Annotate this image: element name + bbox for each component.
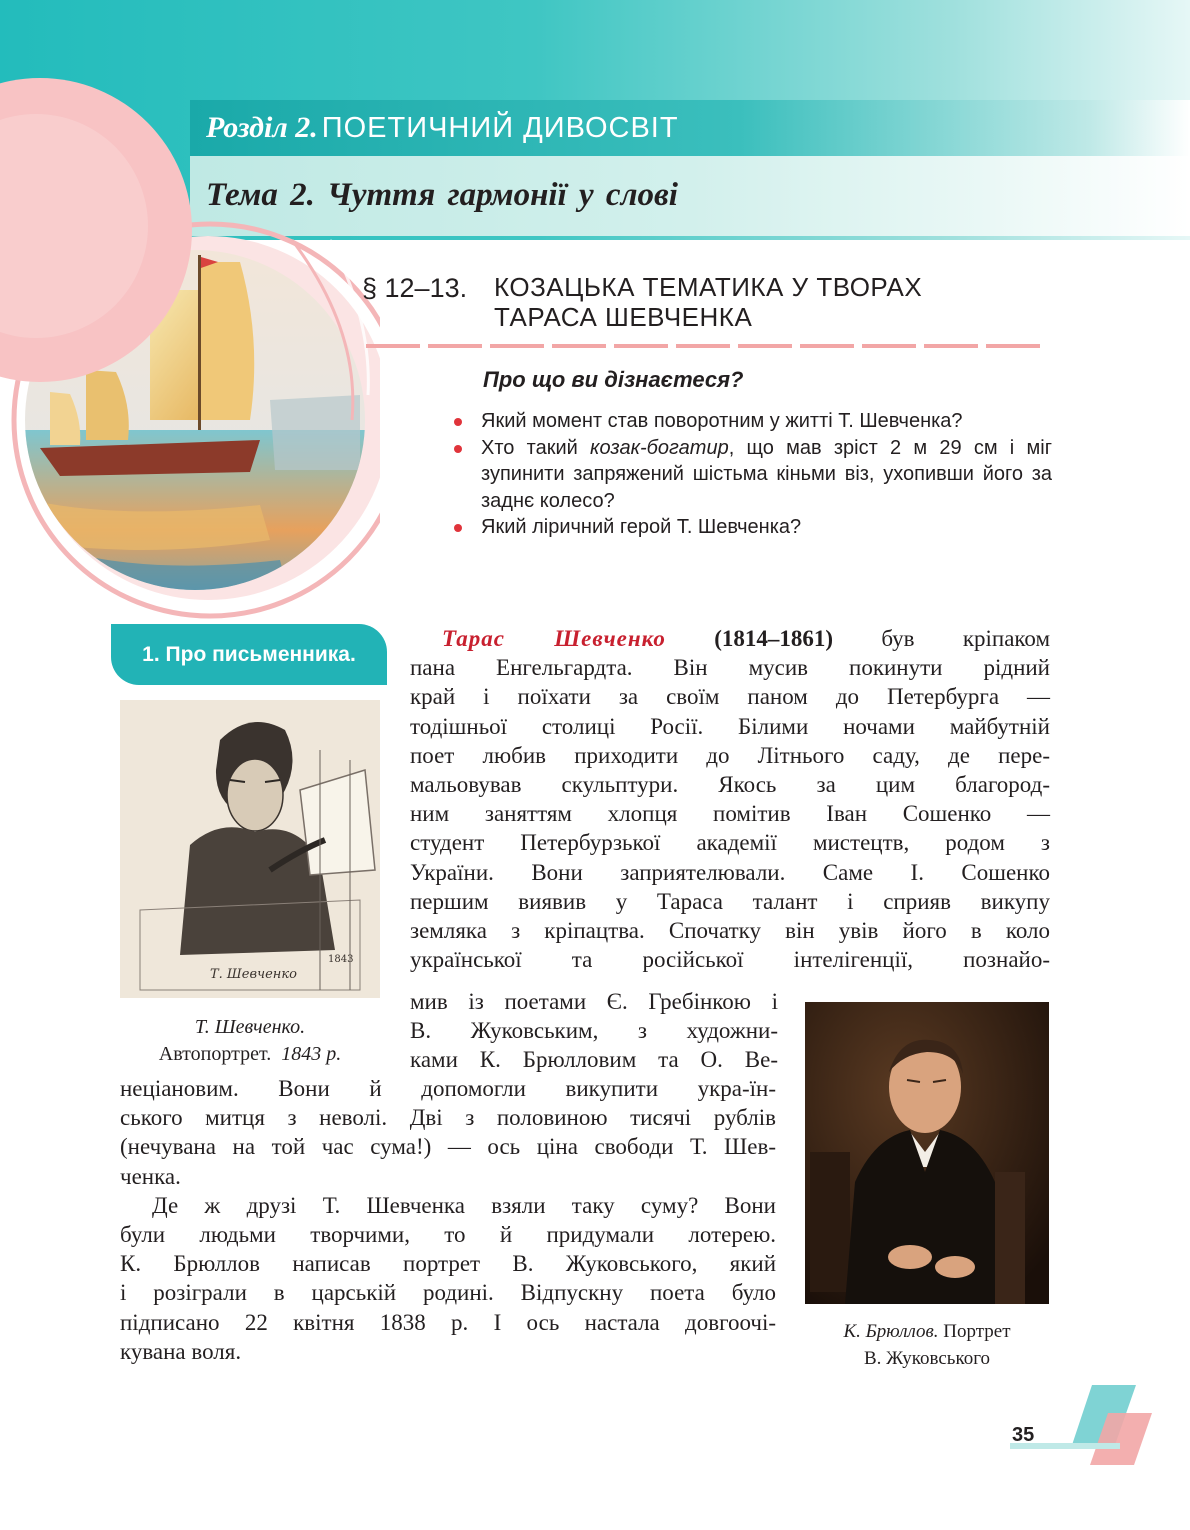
text-line: ним заняттям хлопця помітив Іван Сошенко — bbox=[410, 801, 1050, 827]
section-name: ПОЕТИЧНИЙ ДИВОСВІТ bbox=[321, 112, 679, 144]
body-text-lower bbox=[120, 1074, 776, 1366]
list-item-italic: козак-богатир bbox=[590, 436, 729, 459]
text-line: ками К. Брюлловим та О. Ве- bbox=[410, 1047, 778, 1073]
text-line: української та російської інтелігенції, познайо- bbox=[410, 947, 1050, 973]
text-line: мальовував скульптури. Якось за цим благород- bbox=[410, 771, 1050, 797]
text-line: земляка з кріпацтва. Спочатку він увів його в коло bbox=[410, 917, 1050, 943]
paragraph-number: § 12–13. bbox=[362, 273, 468, 303]
dashed-divider bbox=[366, 344, 1042, 348]
portrait-caption bbox=[110, 1014, 390, 1068]
body-text-narrow bbox=[410, 987, 778, 1075]
paragraph-title bbox=[494, 272, 1054, 332]
text-line: мив із поетами Є. Гребінкою і bbox=[410, 989, 778, 1014]
text-line: тодішньої столиці Росії. Білими ночами майбутній bbox=[410, 713, 1050, 739]
learn-list bbox=[452, 408, 1052, 541]
paragraph-title-line1: КОЗАЦЬКА ТЕМАТИКА У ТВОРАХ bbox=[494, 272, 923, 302]
text-line: неціановим. Вони й допомогли викупити укра-їн- bbox=[120, 1076, 776, 1101]
paragraph-title-line2: ТАРАСА ШЕВЧЕНКА bbox=[494, 302, 753, 332]
text-line: України. Вони заприятелювали. Саме І. Сошенко bbox=[410, 859, 1050, 885]
shevchenko-self-portrait-image bbox=[120, 700, 380, 998]
text-line bbox=[410, 624, 1050, 653]
section-label: Розділ 2. bbox=[206, 111, 318, 144]
text-line: студент Петербурзької академії мистецтв, родом з bbox=[410, 830, 1050, 856]
text-line: кувана воля. bbox=[120, 1338, 242, 1364]
list-item-text: Хто такий bbox=[481, 436, 591, 459]
zhukovsky-portrait-image bbox=[805, 1002, 1049, 1304]
text-line: першим виявив у Тараса талант і сприяв викупу bbox=[410, 888, 1050, 914]
text-line: поет любив приходити до Літнього саду, де пере- bbox=[410, 742, 1050, 768]
about-writer-heading: 1. Про письменника. bbox=[111, 624, 387, 685]
page-number: 35 bbox=[1012, 1424, 1035, 1446]
text-line: Де ж друзі Т. Шевченка взяли таку суму? Вони bbox=[152, 1192, 776, 1218]
list-item: Який ліричний герой Т. Шевченка? bbox=[452, 514, 1052, 541]
portrait-caption-text: Автопортрет. bbox=[158, 1043, 272, 1065]
author-name: Тарас Шевченко bbox=[442, 626, 666, 651]
portrait-caption-year: 1843 р. bbox=[281, 1043, 342, 1065]
decorative-circles bbox=[0, 0, 380, 620]
text-line: пана Енгельгардта. Він мусив покинути рідний bbox=[410, 655, 1050, 681]
list-item-text: , що мав зріст 2 м 29 см і міг зупинити запряжений шістьма кіньми віз, ухопивши його за заднє колесо? bbox=[481, 436, 1052, 512]
portrait-caption-name: Т. Шевченко. bbox=[194, 1016, 306, 1038]
zhukovsky-caption-rest: Портрет bbox=[938, 1321, 1011, 1342]
signature: Т. Шевченко bbox=[210, 967, 297, 982]
text-line: ченка. bbox=[120, 1163, 181, 1189]
text-line: В. Жуковським, з художни- bbox=[410, 1018, 778, 1044]
body-text-column bbox=[410, 624, 1050, 974]
theme-title: Тема 2. Чуття гармонії у слові bbox=[206, 177, 678, 213]
list-item bbox=[452, 435, 1052, 515]
zhukovsky-caption bbox=[800, 1318, 1054, 1372]
svg-text:1843: 1843 bbox=[328, 954, 354, 965]
text-line: край і поїхати за своїм паном до Петербурга — bbox=[410, 684, 1050, 710]
zhukovsky-caption-name: К. Брюллов. bbox=[843, 1321, 939, 1342]
learn-heading: Про що ви дізнаєтеся? bbox=[483, 367, 744, 392]
text-line: К. Брюллов написав портрет В. Жуковського, який bbox=[120, 1251, 776, 1277]
text-line: ського митця з неволі. Дві з половиною тисячі рублів bbox=[120, 1105, 776, 1131]
text-line: (нечувана на той час сума!) — ось ціна свободи Т. Шев- bbox=[120, 1134, 776, 1160]
section-title bbox=[206, 106, 679, 150]
list-item: Який момент став поворотним у житті Т. Шевченка? bbox=[452, 408, 1052, 435]
text-fragment: був кріпаком bbox=[833, 626, 1051, 651]
text-line: підписано 22 квітня 1838 р. І ось настала довгоочі- bbox=[120, 1309, 776, 1335]
text-line: були людьми творчими, то й придумали лотерею. bbox=[120, 1221, 776, 1247]
zhukovsky-caption-line2: В. Жуковського bbox=[863, 1348, 991, 1369]
text-line: і розіграли в царській родині. Відпускну поета було bbox=[120, 1280, 776, 1306]
author-years: (1814–1861) bbox=[714, 626, 834, 651]
